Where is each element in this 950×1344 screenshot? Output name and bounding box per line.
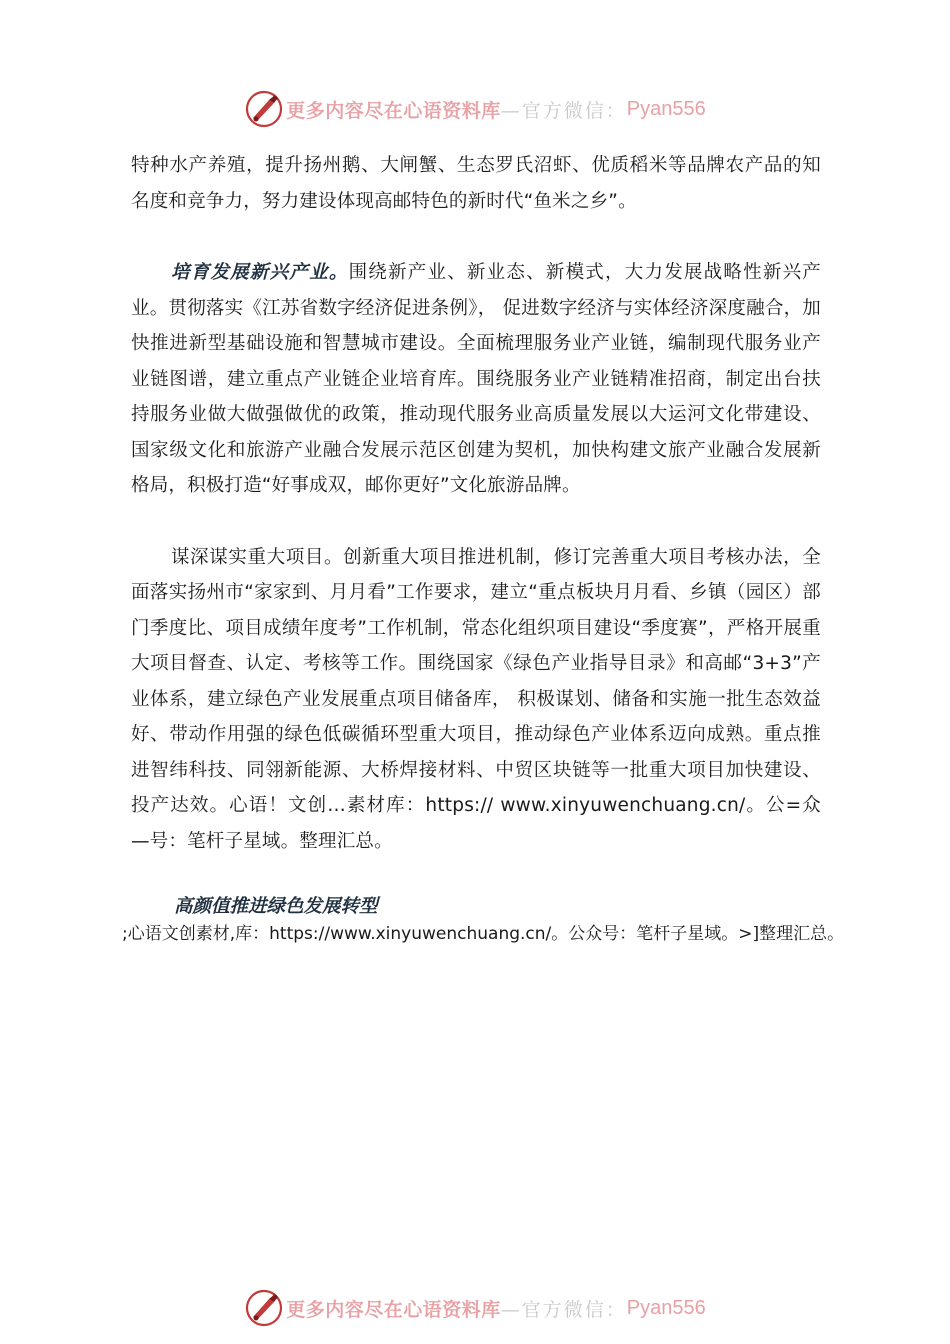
- footer-contact-label: —官方微信：: [500, 1298, 627, 1321]
- paragraph-emerging-industries: [131, 255, 821, 504]
- header-banner: [0, 89, 950, 129]
- header-contact-label: —官方微信：: [500, 99, 627, 122]
- quill-logo-icon: [244, 1288, 284, 1328]
- paragraph-major-projects: 谋深谋实重大项目。创新重大项目推进机制，修订完善重大项目考核办法，全面落实扬州市“家家到、月月看”工作要求，建立“重点板块月月看、乡镇（园区）部门季度比、项目成绩年度考”工作机制，常态化组织项目建设“季度赛”，严格开展重大项目督查、认定、考核等工作。围绕国家《绿色产业指导目录》和高邮“3+3”产业体系，建立绿色产业发展重点项目储备库， 积极谋划、储备和实施一批生态效益好、带动作用强的绿色低碳循环型重大项目，推动绿色产业体系迈向成熟。重点推进智纬科技、同翎新能源、大桥焊接材料、中贸区块链等一批重大项目加快建设、投产达效。心语！文创…素材库：https:// www.xinyuwenchuang.cn/。公=众—号：笔杆子星域。整理汇总。: [131, 546, 821, 852]
- footer-slogan: 更多内容尽在心语资料库: [286, 1298, 501, 1321]
- paragraph-lead-emerging-industries: 培育发展新兴产业。: [171, 262, 349, 283]
- footer-wechat-id: Pyan556: [626, 1296, 706, 1319]
- quill-logo-icon: [244, 89, 284, 129]
- document-body: [131, 148, 821, 919]
- section-heading: 高颜值推进绿色发展转型: [174, 896, 378, 917]
- header-slogan: 更多内容尽在心语资料库: [286, 99, 501, 122]
- source-note: ;心语文创素材,库：https://www.xinyuwenchuang.cn/。公众号：笔杆子星域。>]整理汇总。: [122, 924, 845, 944]
- footer-banner: [0, 1288, 950, 1328]
- paragraph-fisheries: 特种水产养殖，提升扬州鹅、大闸蟹、生态罗氏沼虾、优质稻米等品牌农产品的知名度和竞争力，努力建设体现高邮特色的新时代“鱼米之乡”。: [131, 155, 821, 212]
- header-wechat-id: Pyan556: [626, 97, 706, 120]
- paragraph-body-emerging-industries: 围绕新产业、新业态、新模式，大力发展战略性新兴产业。贯彻落实《江苏省数字经济促进条例》， 促进数字经济与实体经济深度融合，加快推进新型基础设施和智慧城市建设。全面梳理服务业产业链，编制现代服务业产业链图谱，建立重点产业链企业培育库。围绕服务业产业链精准招商，制定出台扶持服务业做大做强做优的政策，推动现代服务业高质量发展以大运河文化带建设、国家级文化和旅游产业融合发展示范区创建为契机，加快构建文旅产业融合发展新格局，积极打造“好事成双，邮你更好”文化旅游品牌。: [131, 262, 821, 496]
